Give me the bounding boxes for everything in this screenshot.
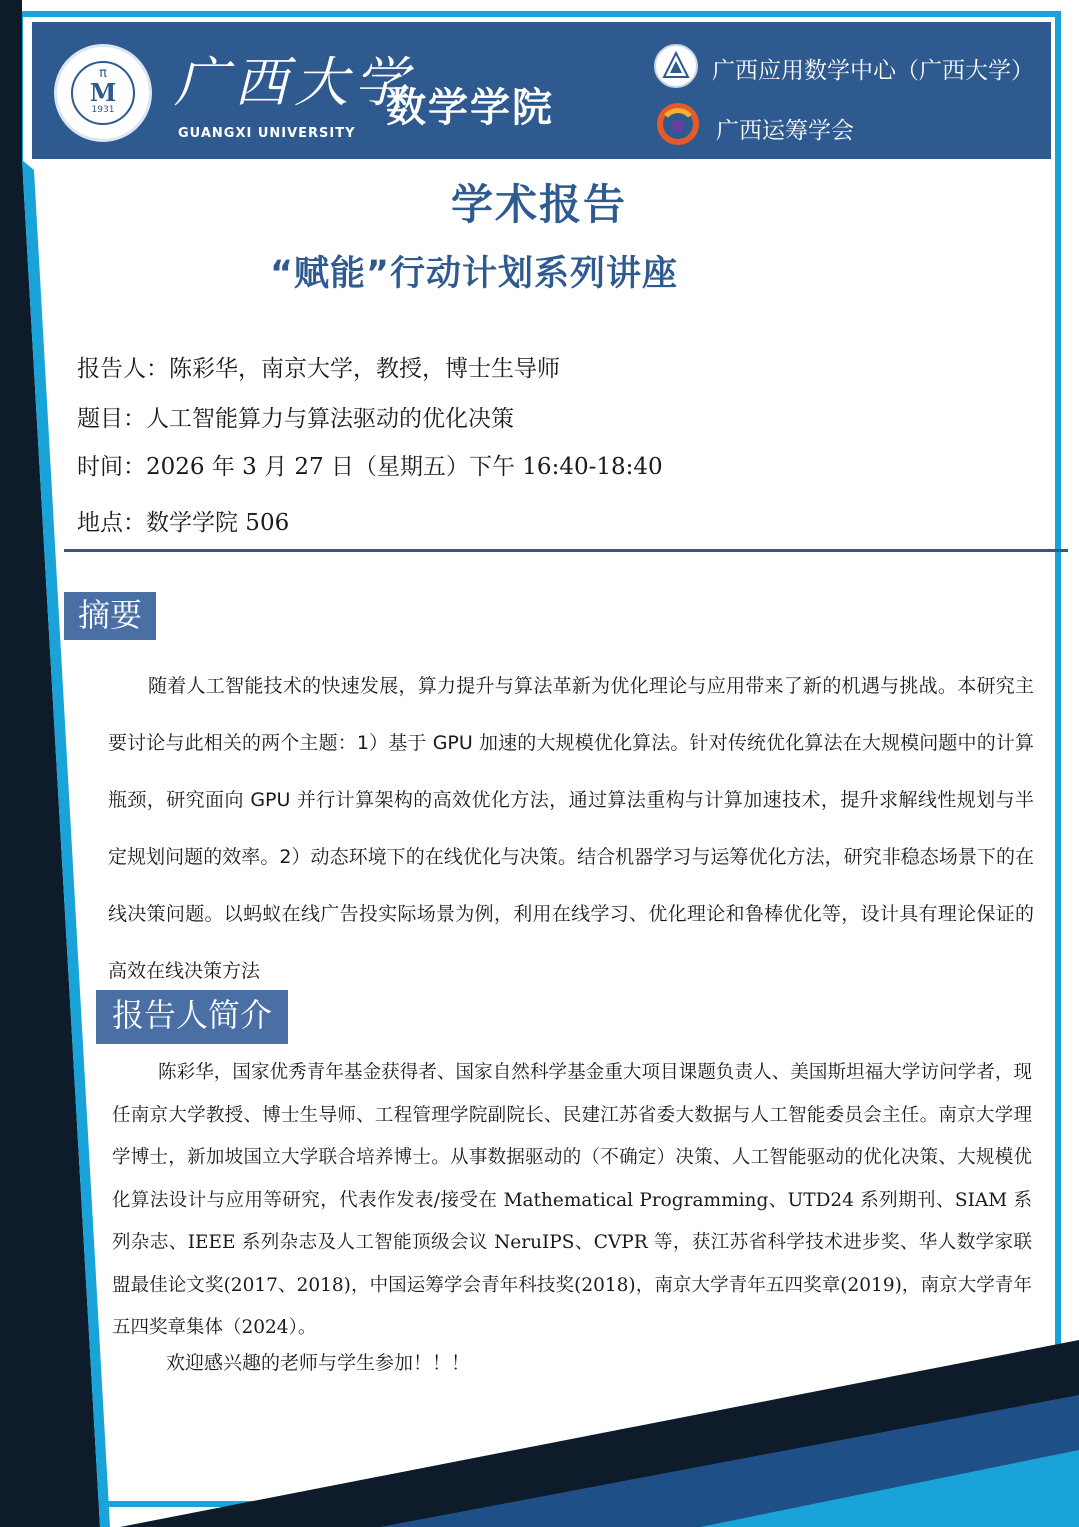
page-title: 学术报告 xyxy=(450,180,627,229)
partner-org-1: 广西应用数学中心（广西大学） xyxy=(712,58,1034,84)
welcome-note: 欢迎感兴趣的老师与学生参加！！！ xyxy=(166,1352,471,1374)
topic-line: 题目：人工智能算力与算法驱动的优化决策 xyxy=(77,406,514,432)
seal-year: 1931 xyxy=(91,105,115,115)
place-line: 地点：数学学院 506 xyxy=(77,510,290,536)
abstract-heading: 摘要 xyxy=(64,592,156,640)
time-line: 时间：2026 年 3 月 27 日（星期五）下午 16:40-18:40 xyxy=(77,454,663,480)
operations-research-society-logo xyxy=(656,102,700,146)
bio-heading: 报告人简介 xyxy=(96,990,288,1044)
university-seal-logo: π M 1931 xyxy=(54,44,152,142)
poster-page xyxy=(20,14,1058,1504)
abstract-text: 随着人工智能技术的快速发展，算力提升与算法革新为优化理论与应用带来了新的机遇与挑战。本研究主要讨论与此相关的两个主题：1）基于 GPU 加速的大规模优化算法。针对传统优化算法在大规模问题中的计算瓶颈，研究面向 GPU 并行计算架构的高效优化方法，通过算法重构与计算加速技术，提升求解线性规划与半定规划问题的效率。2）动态环境下的在线优化与决策。结合机器学习与运筹优化方法，研究非稳态场景下的在线决策问题。以蚂蚁在线广告投实际场景为例，利用在线学习、优化理论和鲁棒优化等，设计具有理论保证的高效在线决策方法 xyxy=(108,675,1034,982)
university-name-cn: 广西大学 xyxy=(174,51,414,114)
partner-org-2: 广西运筹学会 xyxy=(716,118,854,144)
university-name-en: GUANGXI UNIVERSITY xyxy=(178,126,356,141)
speaker-line: 报告人：陈彩华，南京大学，教授，博士生导师 xyxy=(77,356,560,382)
applied-math-center-logo xyxy=(654,44,698,88)
bio-text: 陈彩华，国家优秀青年基金获得者、国家自然科学基金重大项目课题负责人、美国斯坦福大学访问学者，现任南京大学教授、博士生导师、工程管理学院副院长、民建江苏省委大数据与人工智能委员会主任。南京大学理学博士，新加坡国立大学联合培养博士。从事数据驱动的（不确定）决策、人工智能驱动的优化决策、大规模优化算法设计与应用等研究，代表作发表/接受在 Mathematical Programming、UTD24 系列期刊、SIAM 系列杂志、IEEE 系列杂志及人工智能顶级会议 NeruIPS、CVPR 等，获江苏省科学技术进步奖、华人数学家联盟最佳论文奖(2017、2018)，中国运筹学会青年科技奖(2018)，南京大学青年五四奖章(2019)，南京大学青年五四奖章集体（2024）。 xyxy=(112,1062,1032,1338)
college-name: 数学学院 xyxy=(386,85,554,131)
header-band xyxy=(32,22,1051,159)
page-subtitle: “赋能”行动计划系列讲座 xyxy=(270,254,679,294)
section-divider xyxy=(64,549,1068,552)
